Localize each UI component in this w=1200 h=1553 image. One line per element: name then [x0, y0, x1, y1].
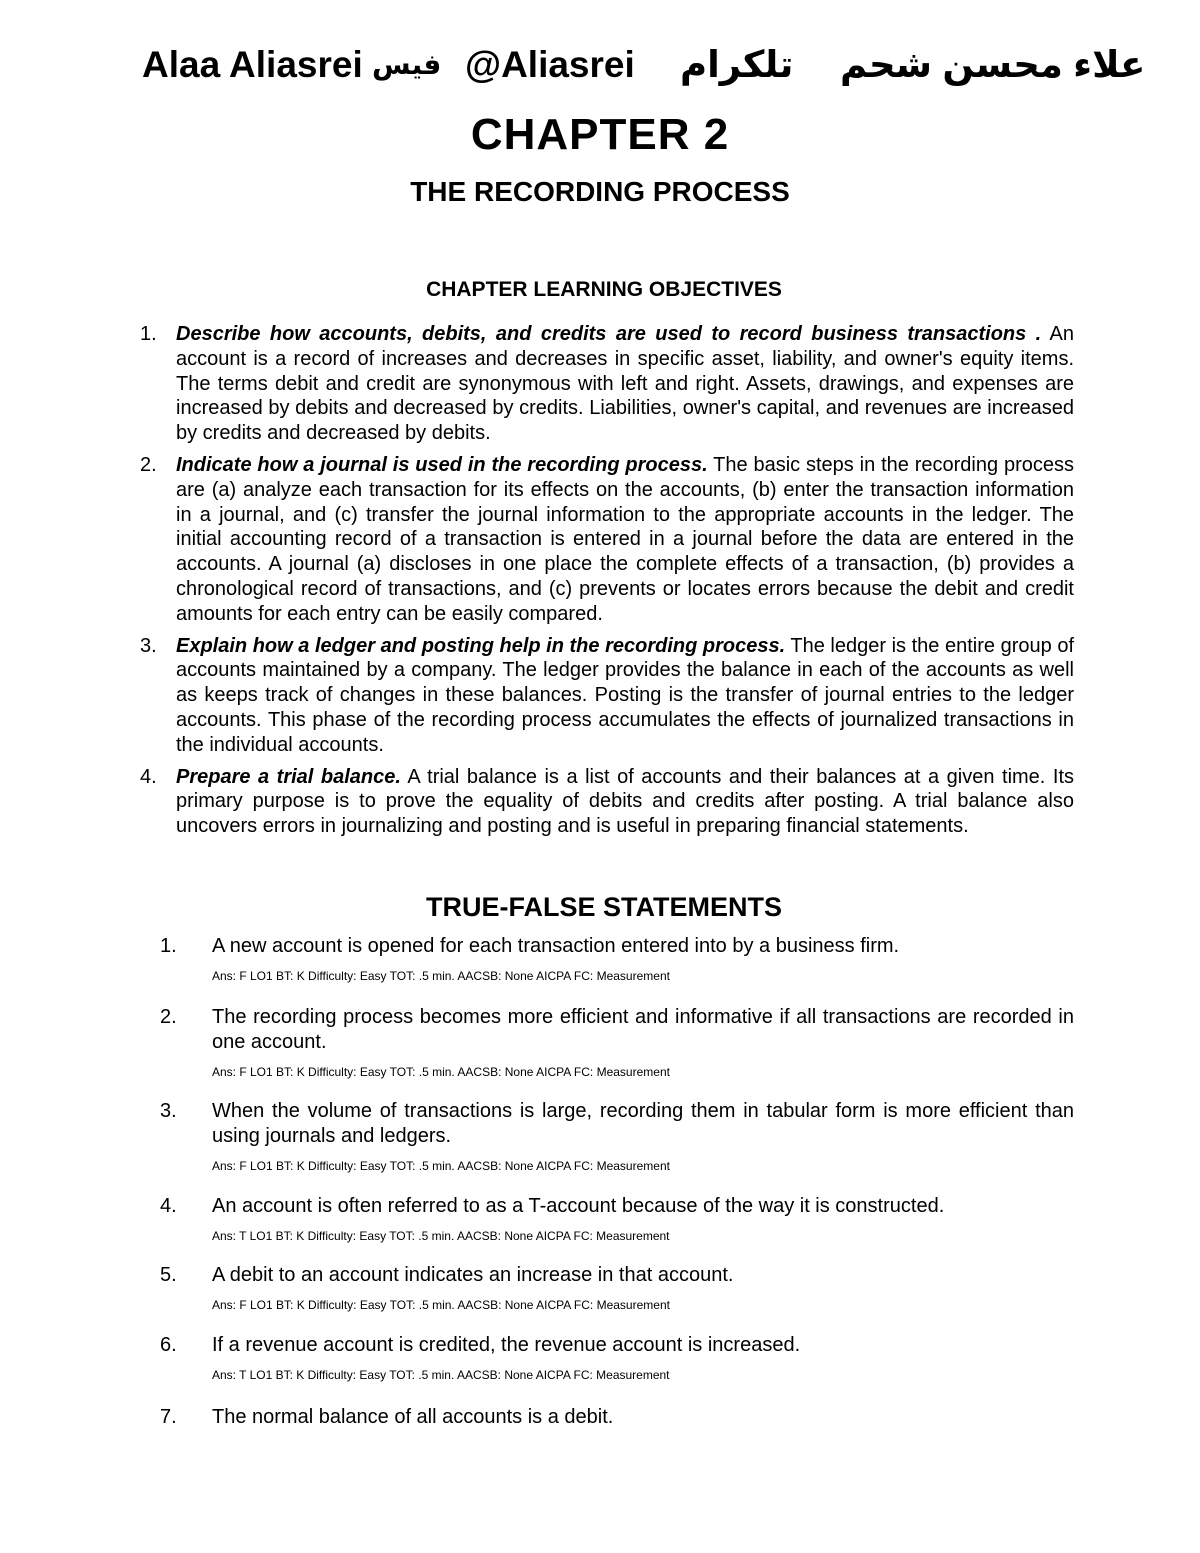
- statement-number: 5.: [160, 1264, 177, 1286]
- statement-text: The recording process becomes more efficient and informative if all transactions are recorded in one account.: [212, 1006, 1074, 1053]
- objective-text: An account is a record of increases and decreases in specific asset, liability, and owner's equity items. The terms debit and credit are synonymous with left and right. Assets, drawings, and expenses are increased by debits and decreased by credits. Liabilities, owner's capital, and revenues are increased by credits and decreased by debits.: [176, 323, 1074, 445]
- tf-statement: [160, 1005, 1074, 1080]
- author-handle: @Aliasrei: [465, 44, 635, 85]
- true-false-heading: TRUE-FALSE STATEMENTS: [426, 892, 782, 922]
- learning-objectives-list: [140, 322, 1075, 846]
- objective-text: A trial balance is a list of accounts and their balances at a given time. Its primary purpose is to prove the equality of debits and credits after posting. A trial balance also uncovers errors in journalizing and posting and is useful in preparing financial statements.: [176, 765, 1074, 838]
- learning-objective: [140, 322, 1074, 446]
- author-name: Alaa Aliasrei: [142, 44, 363, 85]
- telegram-label: تلكرام: [680, 44, 794, 85]
- facebook-label: فيس: [372, 49, 442, 80]
- statement-answer-meta: Ans: F LO1 BT: K Difficulty: Easy TOT: .5 min. AACSB: None AICPA FC: Measurement: [212, 1297, 670, 1312]
- statement-answer-meta: Ans: F LO1 BT: K Difficulty: Easy TOT: .5 min. AACSB: None AICPA FC: Measurement: [212, 968, 670, 983]
- tf-statement: [160, 1333, 1074, 1383]
- objective-number: 4.: [140, 765, 157, 788]
- objective-number: 2.: [140, 453, 157, 476]
- chapter-title: CHAPTER 2: [470, 110, 730, 159]
- statement-text: The normal balance of all accounts is a debit.: [212, 1406, 614, 1428]
- statement-number: 1.: [160, 935, 177, 957]
- learning-objective: [140, 765, 1074, 839]
- tf-statement: [160, 1099, 1074, 1174]
- statement-answer-meta: Ans: F LO1 BT: K Difficulty: Easy TOT: .5 min. AACSB: None AICPA FC: Measurement: [212, 1064, 670, 1079]
- objective-lead: Prepare a trial balance.: [176, 765, 401, 788]
- statement-text: When the volume of transactions is large, recording them in tabular form is more efficient than using journals and ledgers.: [212, 1100, 1074, 1147]
- statement-number: 6.: [160, 1334, 177, 1356]
- statement-number: 4.: [160, 1195, 177, 1217]
- objective-number: 1.: [140, 323, 157, 345]
- objectives-heading: CHAPTER LEARNING OBJECTIVES: [426, 278, 782, 301]
- statement-text: If a revenue account is credited, the revenue account is increased.: [212, 1334, 801, 1356]
- learning-objective: [140, 634, 1075, 758]
- statement-answer-meta: Ans: T LO1 BT: K Difficulty: Easy TOT: .5 min. AACSB: None AICPA FC: Measurement: [212, 1228, 670, 1243]
- objective-text: The basic steps in the recording process are (a) analyze each transaction for its effects on the accounts, (b) enter the transaction information in a journal, and (c) transfer the journal information to the appropriate accounts in the ledger. The initial accounting record of a transaction is entered in a journal before the data are entered in the accounts. A journal (a) discloses in one place the complete effects of a transaction, (b) provides a chronological record of transactions, and (c) prevents or locates errors because the debit and credit amounts for each entry can be easily compared.: [176, 453, 1074, 625]
- page-header: [140, 42, 1146, 92]
- objective-lead: Explain how a ledger and posting help in the recording process.: [176, 634, 786, 657]
- statement-text: A new account is opened for each transaction entered into by a business firm.: [212, 935, 900, 957]
- statement-number: 2.: [160, 1006, 177, 1028]
- statement-number: 7.: [160, 1406, 177, 1428]
- tf-statement: [160, 1263, 1074, 1313]
- statement-answer-meta: Ans: T LO1 BT: K Difficulty: Easy TOT: .5 min. AACSB: None AICPA FC: Measurement: [212, 1367, 670, 1382]
- tf-statement: [160, 934, 1074, 984]
- statement-text: A debit to an account indicates an increase in that account.: [212, 1264, 734, 1286]
- statement-text: An account is often referred to as a T-account because of the way it is constructed.: [212, 1195, 945, 1217]
- chapter-subtitle: THE RECORDING PROCESS: [410, 176, 790, 207]
- author-arabic-name: علاء محسن شحم: [840, 44, 1146, 85]
- objective-text: The ledger is the entire group of accounts maintained by a company. The ledger provides the balance in each of the accounts as well as keeps track of changes in these balances. Posting is the transfer of journal entries to the ledger accounts. This phase of the recording process accumulates the effects of journalized transactions in the individual accounts.: [176, 634, 1075, 756]
- objective-lead: Indicate how a journal is used in the recording process.: [176, 453, 708, 476]
- statement-answer-meta: Ans: F LO1 BT: K Difficulty: Easy TOT: .5 min. AACSB: None AICPA FC: Measurement: [212, 1158, 670, 1173]
- objective-number: 3.: [140, 634, 157, 657]
- tf-statement: [160, 1194, 1074, 1244]
- learning-objective: [140, 453, 1074, 627]
- statement-number: 3.: [160, 1100, 177, 1122]
- tf-statement: [160, 1405, 1074, 1430]
- objective-lead: Describe how accounts, debits, and credits are used to record business transactions .: [176, 323, 1042, 345]
